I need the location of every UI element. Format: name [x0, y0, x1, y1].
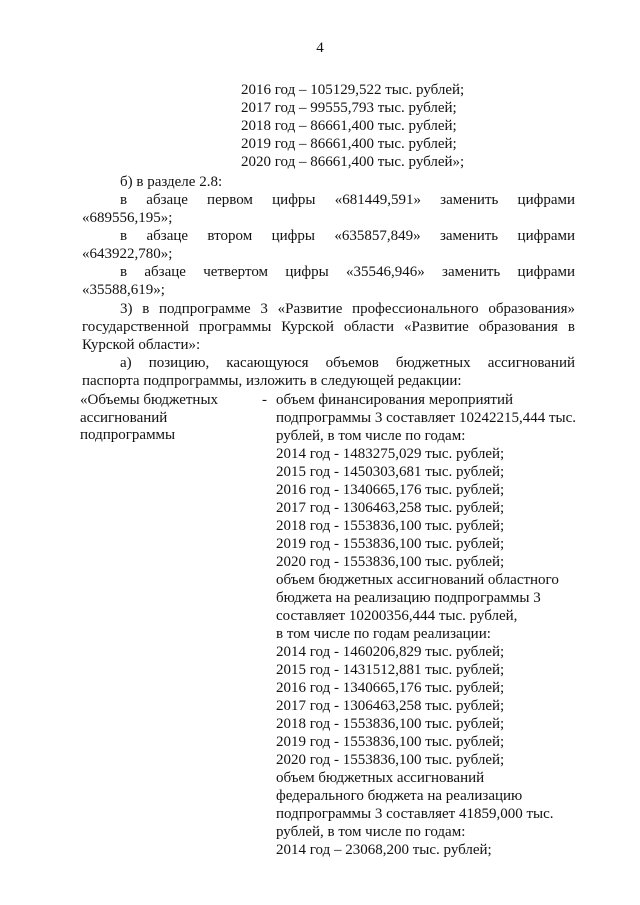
section-b-heading: б) в разделе 2.8: — [120, 174, 223, 190]
item-3-line1: 3) в подпрограмме 3 «Развитие профессионального образования» — [120, 301, 575, 317]
passport-line: 2019 год - 1553836,100 тыс. рублей; — [276, 536, 505, 552]
passport-line: бюджета на реализацию подпрограммы 3 — [276, 590, 541, 606]
paragraph-second-continuation: «643922,780»; — [82, 246, 173, 262]
passport-line: объем бюджетных ассигнований — [276, 770, 485, 786]
paragraph-first-continuation: «689556,195»; — [82, 210, 173, 226]
passport-line: подпрограммы 3 составляет 41859,000 тыс. — [276, 806, 554, 822]
passport-dash: - — [262, 392, 267, 408]
passport-line: 2015 год - 1450303,681 тыс. рублей; — [276, 464, 505, 480]
passport-line: подпрограммы 3 составляет 10242215,444 тыс. — [276, 410, 576, 426]
passport-line: составляет 10200356,444 тыс. рублей, — [276, 608, 518, 624]
passport-label-line: ассигнований — [80, 409, 168, 426]
passport-line: федерального бюджета на реализацию — [276, 788, 523, 804]
paragraph-fourth-line: в абзаце четвертом цифры «35546,946» заменить цифрами — [120, 264, 575, 280]
year-line-2016: 2016 год – 105129,522 тыс. рублей; — [241, 82, 465, 98]
paragraph-first-line: в абзаце первом цифры «681449,591» заменить цифрами — [120, 192, 575, 208]
passport-line: 2015 год - 1431512,881 тыс. рублей; — [276, 662, 505, 678]
paragraph-second-line: в абзаце втором цифры «635857,849» заменить цифрами — [120, 228, 575, 244]
passport-line: рублей, в том числе по годам: — [276, 824, 466, 840]
passport-line: объем бюджетных ассигнований областного — [276, 572, 559, 588]
passport-line: 2016 год - 1340665,176 тыс. рублей; — [276, 680, 505, 696]
year-line-2020: 2020 год – 86661,400 тыс. рублей»; — [241, 154, 465, 170]
passport-line: в том числе по годам реализации: — [276, 626, 491, 642]
passport-line: 2016 год - 1340665,176 тыс. рублей; — [276, 482, 505, 498]
passport-line: 2018 год - 1553836,100 тыс. рублей; — [276, 716, 505, 732]
passport-line: объем финансирования мероприятий — [276, 392, 514, 408]
passport-line: 2020 год - 1553836,100 тыс. рублей; — [276, 554, 505, 570]
item-a-line1: а) позицию, касающуюся объемов бюджетных ассигнований — [120, 355, 575, 371]
passport-label-line: подпрограммы — [80, 427, 176, 443]
item-3-line2: государственной программы Курской области «Развитие образования в — [82, 319, 575, 335]
item-3-line3: Курской области»: — [82, 337, 201, 353]
passport-line: 2014 год – 23068,200 тыс. рублей; — [276, 842, 492, 858]
passport-line: 2014 год - 1460206,829 тыс. рублей; — [276, 644, 505, 660]
passport-line: 2014 год - 1483275,029 тыс. рублей; — [276, 446, 505, 462]
passport-line: 2018 год - 1553836,100 тыс. рублей; — [276, 518, 505, 534]
passport-line: 2020 год - 1553836,100 тыс. рублей; — [276, 752, 505, 768]
passport-line: 2017 год - 1306463,258 тыс. рублей; — [276, 698, 505, 714]
year-line-2017: 2017 год – 99555,793 тыс. рублей; — [241, 100, 457, 116]
paragraph-fourth-continuation: «35588,619»; — [82, 282, 165, 298]
page-number: 4 — [316, 40, 324, 56]
year-line-2018: 2018 год – 86661,400 тыс. рублей; — [241, 118, 457, 134]
passport-line: рублей, в том числе по годам: — [276, 428, 466, 444]
item-a-line2: паспорта подпрограммы, изложить в следующей редакции: — [82, 373, 462, 389]
passport-label-line: «Объемы бюджетных — [80, 392, 219, 408]
passport-line: 2019 год - 1553836,100 тыс. рублей; — [276, 734, 505, 750]
passport-label — [80, 392, 245, 445]
year-line-2019: 2019 год – 86661,400 тыс. рублей; — [241, 136, 457, 152]
passport-line: 2017 год - 1306463,258 тыс. рублей; — [276, 500, 505, 516]
